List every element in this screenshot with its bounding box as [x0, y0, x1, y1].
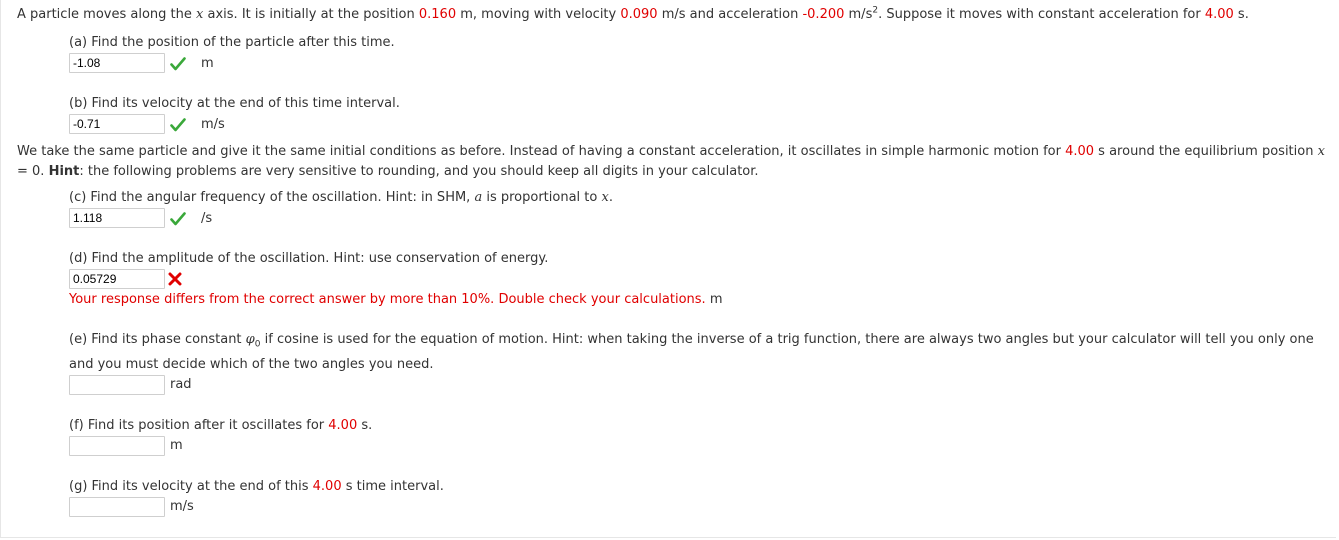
question-f-label: (f) Find its position after it oscillates for 4.00 s. — [69, 418, 373, 433]
shm-time: 4.00 — [1065, 144, 1095, 159]
unit-a: m — [201, 56, 214, 71]
question-c-label: (c) Find the angular frequency of the oscillation. Hint: in SHM, a is proportional to x. — [69, 190, 613, 205]
answer-a-input[interactable] — [69, 53, 165, 73]
unit-e: rad — [170, 377, 192, 392]
given-time: 4.00 — [1204, 7, 1234, 22]
unit-g: m/s — [170, 499, 194, 514]
problem-intro: A particle moves along the x axis. It is initially at the position 0.160 m, moving with velocity 0.090 m/s and acceleration -0.200 $m/s^2$. Suppose it moves with constant acceleration for 4.00 s. — [17, 5, 1249, 22]
unit-d: m — [709, 292, 723, 307]
question-b-label: (b) Find its velocity at the end of this time interval. — [69, 96, 400, 111]
unit-c: /s — [201, 211, 213, 226]
error-message: Your response differs from the correct answer by more than 10%. Double check your calculations. — [69, 292, 706, 307]
check-icon — [170, 118, 186, 132]
shm-intro: We take the same particle and give it the same initial conditions as before. Instead of having a constant acceleration, it oscillates in simple harmonic motion for 4.00 s around the equilibrium position x = 0. Hint: the following problems are very sensitive to rounding, and you should keep all digits in your calculator. — [17, 144, 1325, 179]
unit-b: m/s — [201, 117, 225, 132]
check-icon — [170, 57, 186, 71]
answer-d-input[interactable] — [69, 269, 165, 289]
answer-d-feedback — [69, 292, 723, 307]
answer-c-input[interactable] — [69, 208, 165, 228]
cross-icon — [168, 272, 184, 286]
question-g-label: (g) Find its velocity at the end of this 4.00 s time interval. — [69, 479, 444, 494]
question-a-label: (a) Find the position of the particle after this time. — [69, 35, 395, 50]
question-e-label-cont: and you must decide which of the two angles you need. — [69, 357, 434, 372]
answer-b-input[interactable] — [69, 114, 165, 134]
given-acceleration: -0.200 — [802, 7, 845, 22]
check-icon — [170, 212, 186, 226]
question-d-label: (d) Find the amplitude of the oscillation. Hint: use conservation of energy. — [69, 251, 549, 266]
answer-f-input[interactable] — [69, 436, 165, 456]
answer-e-input[interactable] — [69, 375, 165, 395]
unit-f: m — [170, 438, 183, 453]
answer-g-input[interactable] — [69, 497, 165, 517]
question-e-label: (e) Find its phase constant $\varphi_0$ if cosine is used for the equation of motion. Hint: when taking the inverse of a trig function, there are always two angles but your calculator will tell you only one — [69, 332, 1314, 350]
given-position: 0.160 — [418, 7, 457, 22]
given-velocity: 0.090 — [620, 7, 658, 22]
